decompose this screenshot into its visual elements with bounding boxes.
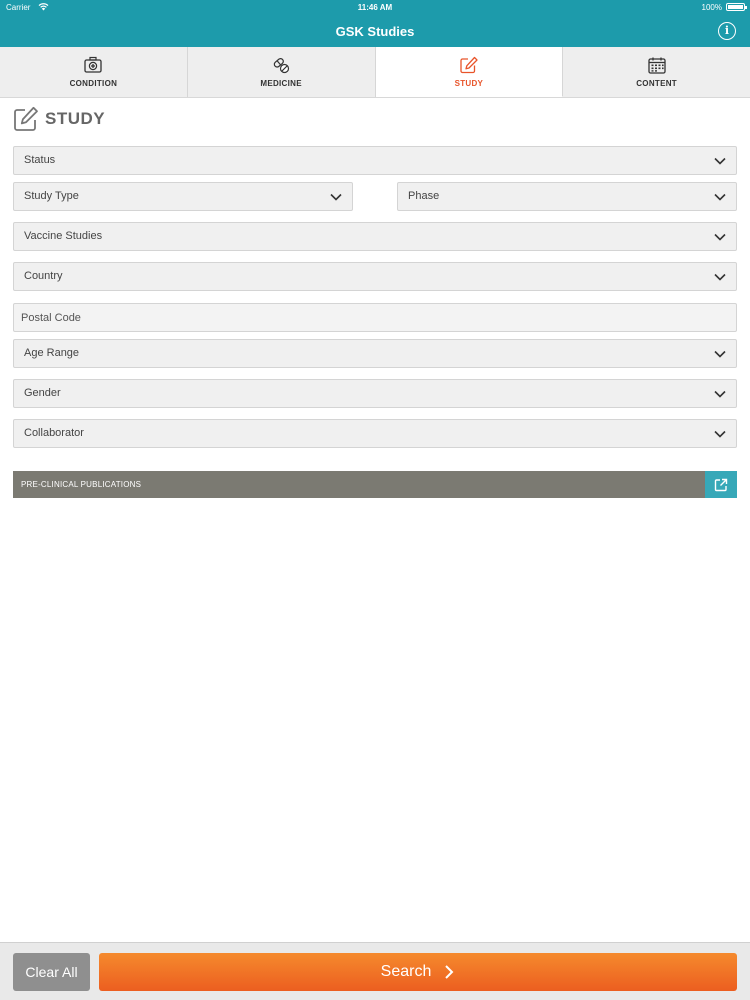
- edit-icon: [13, 106, 39, 132]
- study-type-select[interactable]: [13, 182, 353, 211]
- chevron-down-icon: [714, 192, 726, 202]
- tab-bar: [0, 47, 750, 98]
- tab-medicine[interactable]: [188, 47, 376, 97]
- medical-kit-icon: [83, 56, 103, 74]
- clock: 11:46 AM: [357, 3, 393, 12]
- status-select[interactable]: [13, 146, 737, 175]
- bottom-action-bar: [0, 942, 750, 1000]
- info-icon[interactable]: i: [718, 22, 736, 40]
- edit-icon: [459, 56, 479, 74]
- external-link-icon: [714, 478, 728, 492]
- clear-all-button[interactable]: Clear All: [13, 953, 90, 991]
- postal-code-placeholder: Postal Code: [21, 312, 81, 324]
- search-button-label: Search: [380, 963, 432, 980]
- study-type-label: Study Type: [24, 190, 79, 202]
- page-title: STUDY: [45, 109, 106, 128]
- pre-clinical-publications-link[interactable]: [13, 471, 737, 498]
- chevron-down-icon: [714, 429, 726, 439]
- app-title: GSK Studies: [335, 24, 415, 39]
- external-link-button[interactable]: [705, 471, 737, 498]
- country-select[interactable]: [13, 262, 737, 291]
- chevron-right-icon: [443, 964, 455, 980]
- vaccine-studies-label: Vaccine Studies: [24, 230, 103, 242]
- chevron-down-icon: [714, 389, 726, 399]
- tab-label-study: STUDY: [454, 78, 484, 88]
- chevron-down-icon: [714, 156, 726, 166]
- collaborator-label: Collaborator: [24, 427, 84, 439]
- pills-icon: [271, 56, 291, 74]
- chevron-down-icon: [330, 192, 342, 202]
- section-heading: [13, 106, 105, 132]
- age-range-select[interactable]: [13, 339, 737, 368]
- tab-study[interactable]: [376, 47, 564, 97]
- age-range-label: Age Range: [24, 347, 80, 359]
- phase-label: Phase: [408, 190, 440, 202]
- calendar-icon: [647, 56, 667, 74]
- chevron-down-icon: [714, 232, 726, 242]
- tab-content[interactable]: [563, 47, 750, 97]
- postal-code-input[interactable]: [13, 303, 737, 332]
- phase-select[interactable]: [397, 182, 737, 211]
- gender-select[interactable]: [13, 379, 737, 408]
- battery-percent: 100%: [701, 3, 722, 12]
- app-header: [0, 0, 750, 47]
- publications-label: PRE-CLINICAL PUBLICATIONS: [21, 480, 142, 489]
- tab-label-medicine: MEDICINE: [260, 79, 302, 88]
- tab-label-content: CONTENT: [636, 79, 677, 88]
- chevron-down-icon: [714, 349, 726, 359]
- tab-condition[interactable]: [0, 47, 188, 97]
- status-bar: [0, 0, 750, 15]
- status-label: Status: [24, 154, 56, 166]
- search-button[interactable]: [99, 953, 737, 991]
- battery-icon: [726, 3, 745, 11]
- carrier-label: Carrier: [6, 3, 31, 12]
- chevron-down-icon: [714, 272, 726, 282]
- country-label: Country: [24, 270, 63, 282]
- gender-label: Gender: [24, 387, 61, 399]
- collaborator-select[interactable]: [13, 419, 737, 448]
- tab-label-condition: CONDITION: [69, 79, 118, 88]
- vaccine-studies-select[interactable]: [13, 222, 737, 251]
